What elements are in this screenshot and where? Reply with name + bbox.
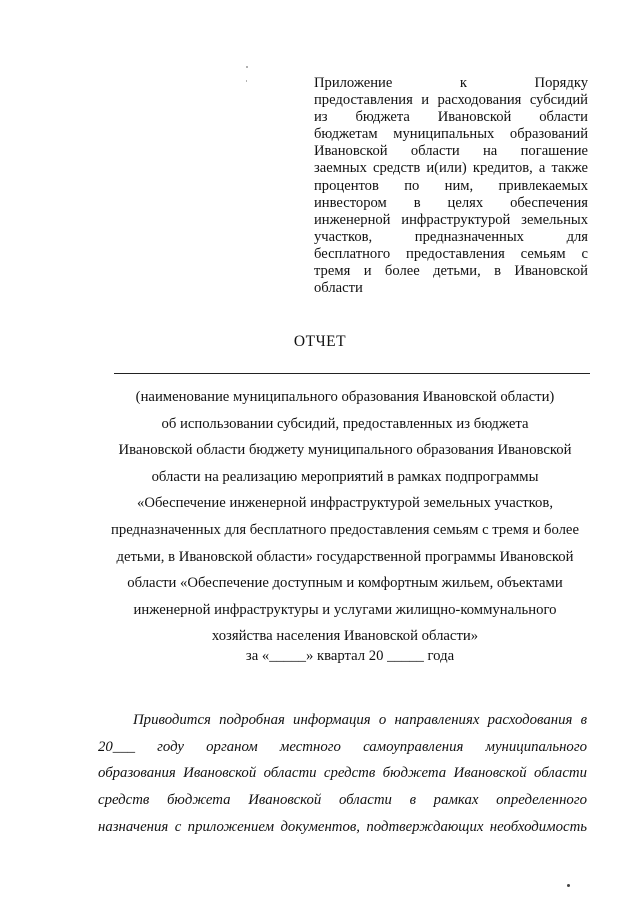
report-line: хозяйства населения Ивановской области» (211, 628, 479, 645)
appendix-line: Ивановской области на погашение (314, 143, 588, 160)
report-line: детьми, в Ивановской области» государственной программы Ивановской (116, 548, 574, 565)
report-title: ОТЧЕТ (293, 333, 347, 350)
note-paragraph (98, 707, 587, 841)
report-line: об использовании субсидий, предоставленных из бюджета (161, 415, 529, 432)
note-line: 20___ году органом местного самоуправления муниципального (98, 738, 587, 755)
note-line: Приводится подробная информация о направлениях расходования в (133, 712, 587, 728)
appendix-line: инвестором в целях обеспечения (314, 194, 588, 211)
report-line: области «Обеспечение доступным и комфортным жильем, объектами (127, 575, 563, 592)
note-line: образования Ивановской области средств бюджета Ивановской области (98, 765, 587, 782)
appendix-line: процентов по ним, привлекаемых (314, 177, 588, 194)
appendix-line: заемных средств и(или) кредитов, а также (314, 160, 588, 177)
appendix-line: инженерной инфраструктурой земельных (314, 211, 588, 228)
report-line: инженерной инфраструктуры и услугами жилищно-коммунального (133, 601, 557, 618)
appendix-line: из бюджета Ивановской области (314, 109, 588, 126)
appendix-block (314, 75, 588, 297)
appendix-line: бесплатного предоставления семьям с (314, 245, 588, 262)
report-line: «Обеспечение инженерной инфраструктурой земельных участков, (137, 495, 553, 512)
appendix-line: участков, предназначенных для (314, 228, 588, 245)
report-line: предназначенных для бесплатного предоставления семьям с тремя и более (111, 521, 579, 538)
appendix-line: тремя и более детьми, в Ивановской (314, 263, 588, 280)
scan-speck (246, 66, 248, 68)
appendix-line: предоставления и расходования субсидий (314, 92, 588, 109)
report-period: за «_____» квартал 20 _____ года (245, 648, 455, 664)
note-line: средств бюджета Ивановской области в рамках определенного (98, 792, 587, 809)
scan-speck (246, 80, 247, 82)
report-line: области на реализацию мероприятий в рамках подпрограммы (151, 468, 539, 485)
report-line: (наименование муниципального образования Ивановской области) (135, 389, 555, 405)
scan-speck (567, 884, 570, 887)
appendix-line: бюджетам муниципальных образований (314, 126, 588, 143)
report-line: Ивановской области бюджету муниципального образования Ивановской (118, 442, 572, 459)
appendix-line: области (314, 280, 363, 297)
report-description (80, 384, 610, 650)
name-underline (114, 373, 590, 374)
note-line: назначения с приложением документов, подтверждающих необходимость (98, 818, 587, 835)
appendix-line: Приложение к Порядку (314, 75, 588, 91)
